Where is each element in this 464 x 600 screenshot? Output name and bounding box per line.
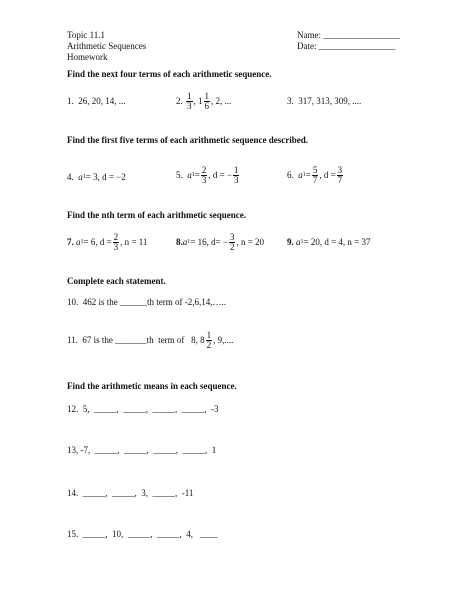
fraction: $\frac{3}{7}$ bbox=[337, 165, 343, 185]
fraction: $\frac{5}{7}$ bbox=[312, 165, 318, 185]
section-heading-means: Find the arithmetic means in each sequence. bbox=[67, 381, 237, 391]
problem-14: 14. _____, _____, 3, _____, -11 bbox=[67, 488, 194, 498]
subject-label: Arithmetic Sequences bbox=[67, 41, 147, 51]
problem-6: 6. a 1 = $\frac{5}{7}$ , d = $\frac{3}{7}$ bbox=[287, 165, 343, 185]
problem-3: 3. 317, 313, 309, .... bbox=[287, 96, 362, 106]
problem-13: 13, -7, _____, _____, _____, _____, 1 bbox=[67, 445, 217, 455]
problem-12: 12. 5, _____, _____, _____, _____, -3 bbox=[67, 404, 219, 414]
problem-2: 2. $\frac{1}{3}$ , 1 $\frac{1}{6}$ , 2, ... bbox=[176, 91, 232, 111]
section-heading-next-terms: Find the next four terms of each arithmetic sequence. bbox=[67, 69, 272, 79]
fraction: $\frac{2}{3}$ bbox=[201, 165, 207, 185]
problem-11: 11. 67 is the _______th term of 8, 8 $\frac{1}{2}$ , 9,.... bbox=[67, 330, 234, 350]
fraction: $\frac{1}{2}$ bbox=[206, 330, 212, 350]
fraction: $\frac{1}{6}$ bbox=[204, 91, 209, 111]
name-field: Name: _________________ bbox=[297, 30, 400, 40]
fraction: $\frac{1}{3}$ bbox=[233, 165, 239, 185]
fraction: $\frac{1}{3}$ bbox=[187, 91, 192, 111]
fraction: $\frac{2}{3}$ bbox=[113, 232, 119, 252]
problem-5: 5. a 1 = $\frac{2}{3}$ , d = − $\frac{1}{3}$ bbox=[176, 165, 239, 185]
section-heading-first-terms: Find the first five terms of each arithmetic sequence described. bbox=[67, 135, 308, 145]
date-field: Date: _________________ bbox=[297, 41, 396, 51]
problem-7: 7. a 1 = 6, d = $\frac{2}{3}$ , n = 11 bbox=[67, 232, 148, 252]
problem-4: 4. a 1 = 3, d = −2 bbox=[67, 172, 126, 182]
problem-1: 1. 26, 20, 14, ... bbox=[67, 96, 126, 106]
problem-8: 8. a 1 = 16, d= − $\frac{3}{2}$ , n = 20 bbox=[176, 232, 265, 252]
problem-15: 15. _____, 10, _____, _____, 4, ____ bbox=[67, 529, 218, 539]
homework-label: Homework bbox=[67, 52, 108, 62]
topic-label: Topic 11.1 bbox=[67, 30, 106, 40]
section-heading-complete: Complete each statement. bbox=[67, 276, 166, 286]
problem-10: 10. 462 is the ______th term of -2,6,14,….. bbox=[67, 297, 226, 307]
fraction: $\frac{3}{2}$ bbox=[229, 232, 235, 252]
section-heading-nth-term: Find the nth term of each arithmetic sequence. bbox=[67, 210, 246, 220]
problem-9: 9. a 1 = 20, d = 4, n = 37 bbox=[287, 237, 371, 247]
